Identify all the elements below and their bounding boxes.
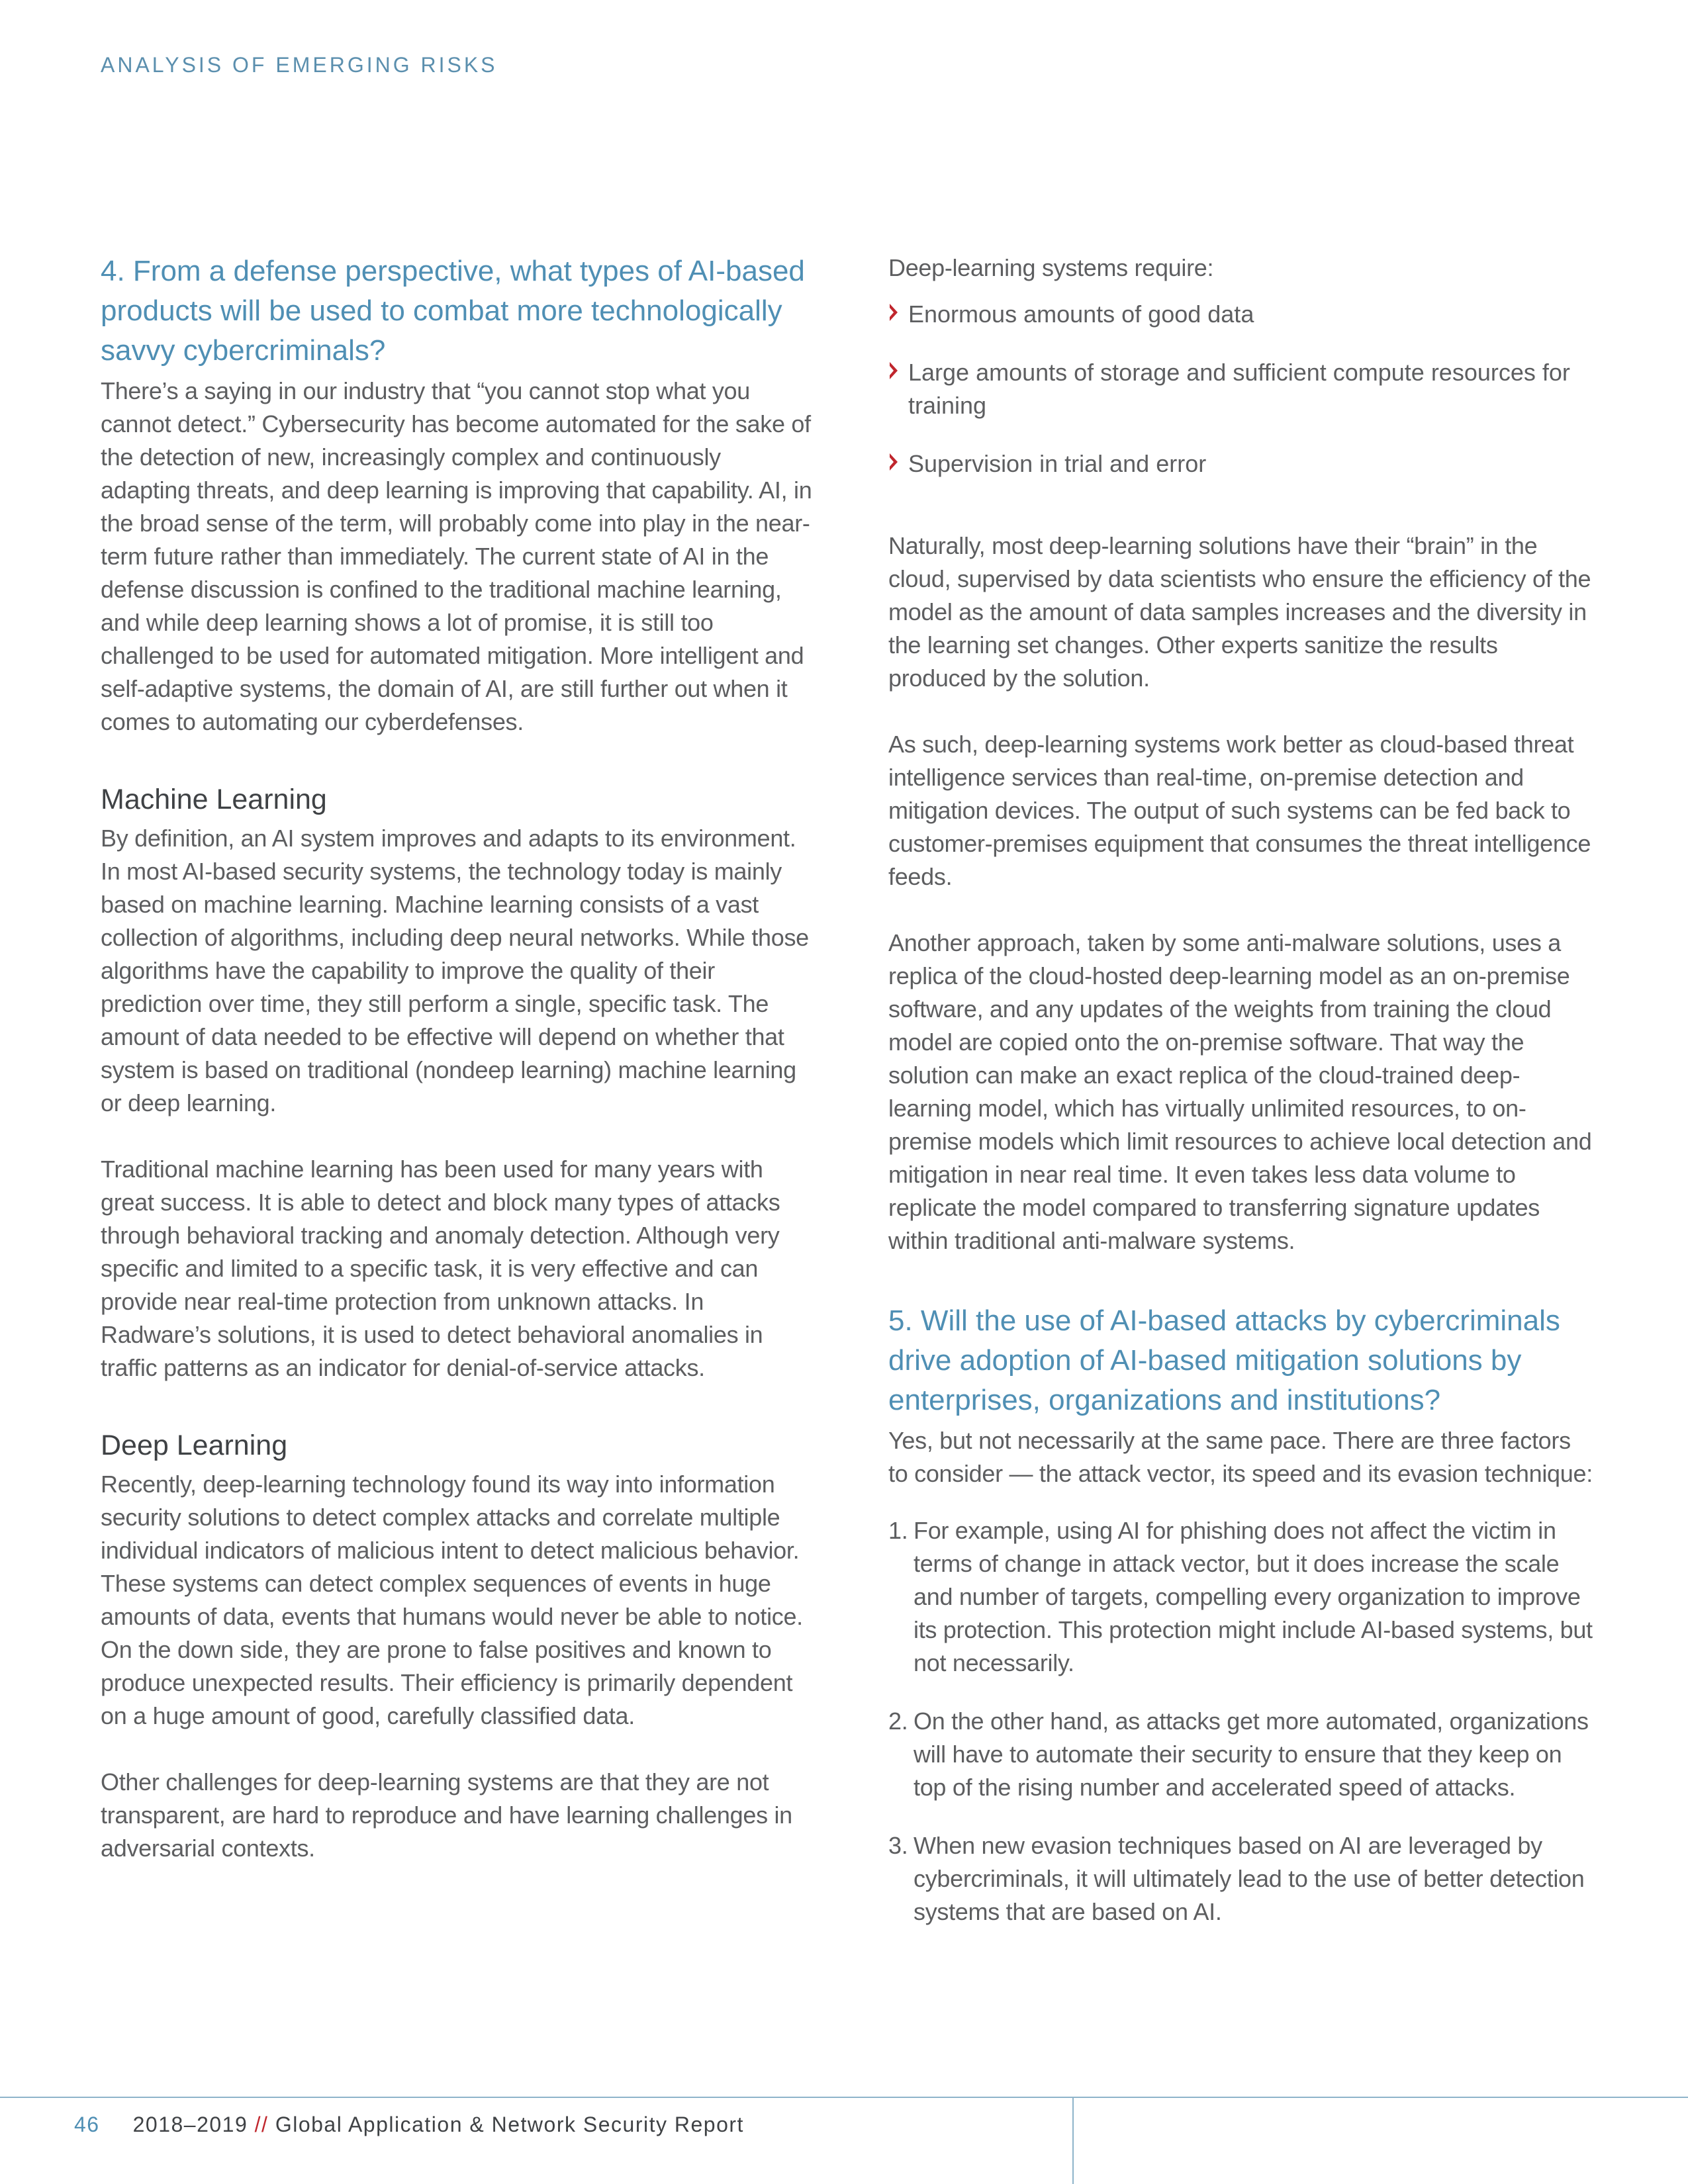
factors-list bbox=[888, 1514, 1593, 1929]
question-4-paragraph: There’s a saying in our industry that “you cannot stop what you cannot detect.” Cybersecurity has become automated for the sake of the detection of new, increasingly complex and continuously adapting threats, and deep learning is improving that capability. AI, in the broad sense of the term, will probably come into play in the near-term future rather than immediately. The current state of AI in the defense discussion is confined to the traditional machine learning, and while deep learning shows a lot of promise, it is still too challenged to be used for automated mitigation. More intelligent and self-adaptive systems, the domain of AI, are still further out when it comes to automating our cyberdefenses. bbox=[101, 377, 812, 735]
list-item: 3. When new evasion techniques based on AI are leveraged by cybercriminals, it will ultimately lead to the use of better detection systems that are based on AI. bbox=[888, 1832, 1585, 1925]
page-footer bbox=[74, 2113, 744, 2137]
question-5-paragraph: Yes, but not necessarily at the same pace. There are three factors to consider — the attack vector, its speed and its evasion technique: bbox=[888, 1427, 1593, 1487]
running-head: ANALYSIS OF EMERGING RISKS bbox=[101, 53, 498, 77]
requirements-list bbox=[888, 298, 1593, 480]
report-year: 2018–2019 bbox=[132, 2113, 248, 2136]
footer-separator: // bbox=[254, 2113, 269, 2136]
chevron-right-icon bbox=[890, 453, 898, 471]
right-column bbox=[888, 251, 1593, 1954]
footer-divider bbox=[0, 2097, 1688, 2098]
replica-model-paragraph: Another approach, taken by some anti-malware solutions, uses a replica of the cloud-hosted deep-learning model as an on-premise software, and any updates of the weights from training the cloud model are copied onto the on-premise software. That way the solution can make an exact replica of the cloud-trained deep-learning model, which has virtually unlimited resources, to on-premise models which limit resources to achieve local detection and mitigation in near real time. It even takes less data volume to replicate the model compared to transferring signature updates within traditional anti-malware systems. bbox=[888, 929, 1592, 1254]
question-5-heading: 5. Will the use of AI-based attacks by cybercriminals drive adoption of AI-based mitigation solutions by enterprises, organizations and institutions? bbox=[888, 1304, 1560, 1416]
deep-learning-paragraph-1: Recently, deep-learning technology found its way into information security solutions to detect complex attacks and correlate multiple individual indicators of malicious intent to detect malicious behavior. These systems can detect complex sequences of events in huge amounts of data, events that humans would never be able to notice. On the down side, they are prone to false positives and known to produce unexpected results. Their efficiency is primarily dependent on a huge amount of good, carefully classified data. bbox=[101, 1471, 803, 1729]
report-title: Global Application & Network Security Report bbox=[275, 2113, 744, 2136]
machine-learning-paragraph-1: By definition, an AI system improves and adapts to its environment. In most AI-based security systems, the technology today is mainly based on machine learning. Machine learning consists of a vast collection of algorithms, including deep neural networks. While those algorithms have the capability to improve the quality of their prediction over time, they still perform a single, specific task. The amount of data needed to be effective will depend on whether that system is based on traditional (nondeep learning) machine learning or deep learning. bbox=[101, 825, 809, 1116]
list-item: Large amounts of storage and sufficient compute resources for training bbox=[888, 356, 1593, 422]
chevron-right-icon bbox=[890, 304, 898, 321]
list-item: 2. On the other hand, as attacks get more automated, organizations will have to automate their security to ensure that they keep on top of the rising number and accelerated speed of attacks. bbox=[888, 1707, 1589, 1801]
footer-vertical-divider bbox=[1072, 2097, 1074, 2184]
list-item: Supervision in trial and error bbox=[888, 447, 1593, 480]
deep-learning-paragraph-2: Other challenges for deep-learning systems are that they are not transparent, are hard to reproduce and have learning challenges in adversarial contexts. bbox=[101, 1768, 792, 1862]
machine-learning-heading: Machine Learning bbox=[101, 784, 327, 815]
chevron-right-icon bbox=[890, 362, 898, 379]
cloud-brain-paragraph: Naturally, most deep-learning solutions have their “brain” in the cloud, supervised by data scientists who ensure the efficiency of the model as the amount of data samples increases and the diversity in the learning set changes. Other experts sanitize the results produced by the solution. bbox=[888, 532, 1591, 692]
deep-learning-heading: Deep Learning bbox=[101, 1430, 288, 1461]
requirements-intro: Deep-learning systems require: bbox=[888, 254, 1214, 281]
list-item: 1. For example, using AI for phishing does not affect the victim in terms of change in attack vector, but it does increase the scale and number of targets, compelling every organization to improve its protection. This protection might include AI-based systems, but not necessarily. bbox=[888, 1517, 1593, 1676]
threat-intelligence-paragraph: As such, deep-learning systems work better as cloud-based threat intelligence services than real-time, on-premise detection and mitigation devices. The output of such systems can be fed back to customer-premises equipment that consumes the threat intelligence feeds. bbox=[888, 731, 1591, 890]
question-4-heading: 4. From a defense perspective, what types of AI-based products will be used to combat more technologically savvy cybercriminals? bbox=[101, 255, 805, 367]
machine-learning-paragraph-2: Traditional machine learning has been used for many years with great success. It is able to detect and block many types of attacks through behavioral tracking and anomaly detection. Although very specific and limited to a specific task, it is very effective and can provide near real-time protection from unknown attacks. In Radware’s solutions, it is used to detect behavioral anomalies in traffic patterns as an indicator for denial-of-service attacks. bbox=[101, 1156, 780, 1381]
page-number: 46 bbox=[74, 2113, 100, 2136]
left-column bbox=[101, 251, 816, 1865]
list-item: Enormous amounts of good data bbox=[888, 298, 1593, 331]
